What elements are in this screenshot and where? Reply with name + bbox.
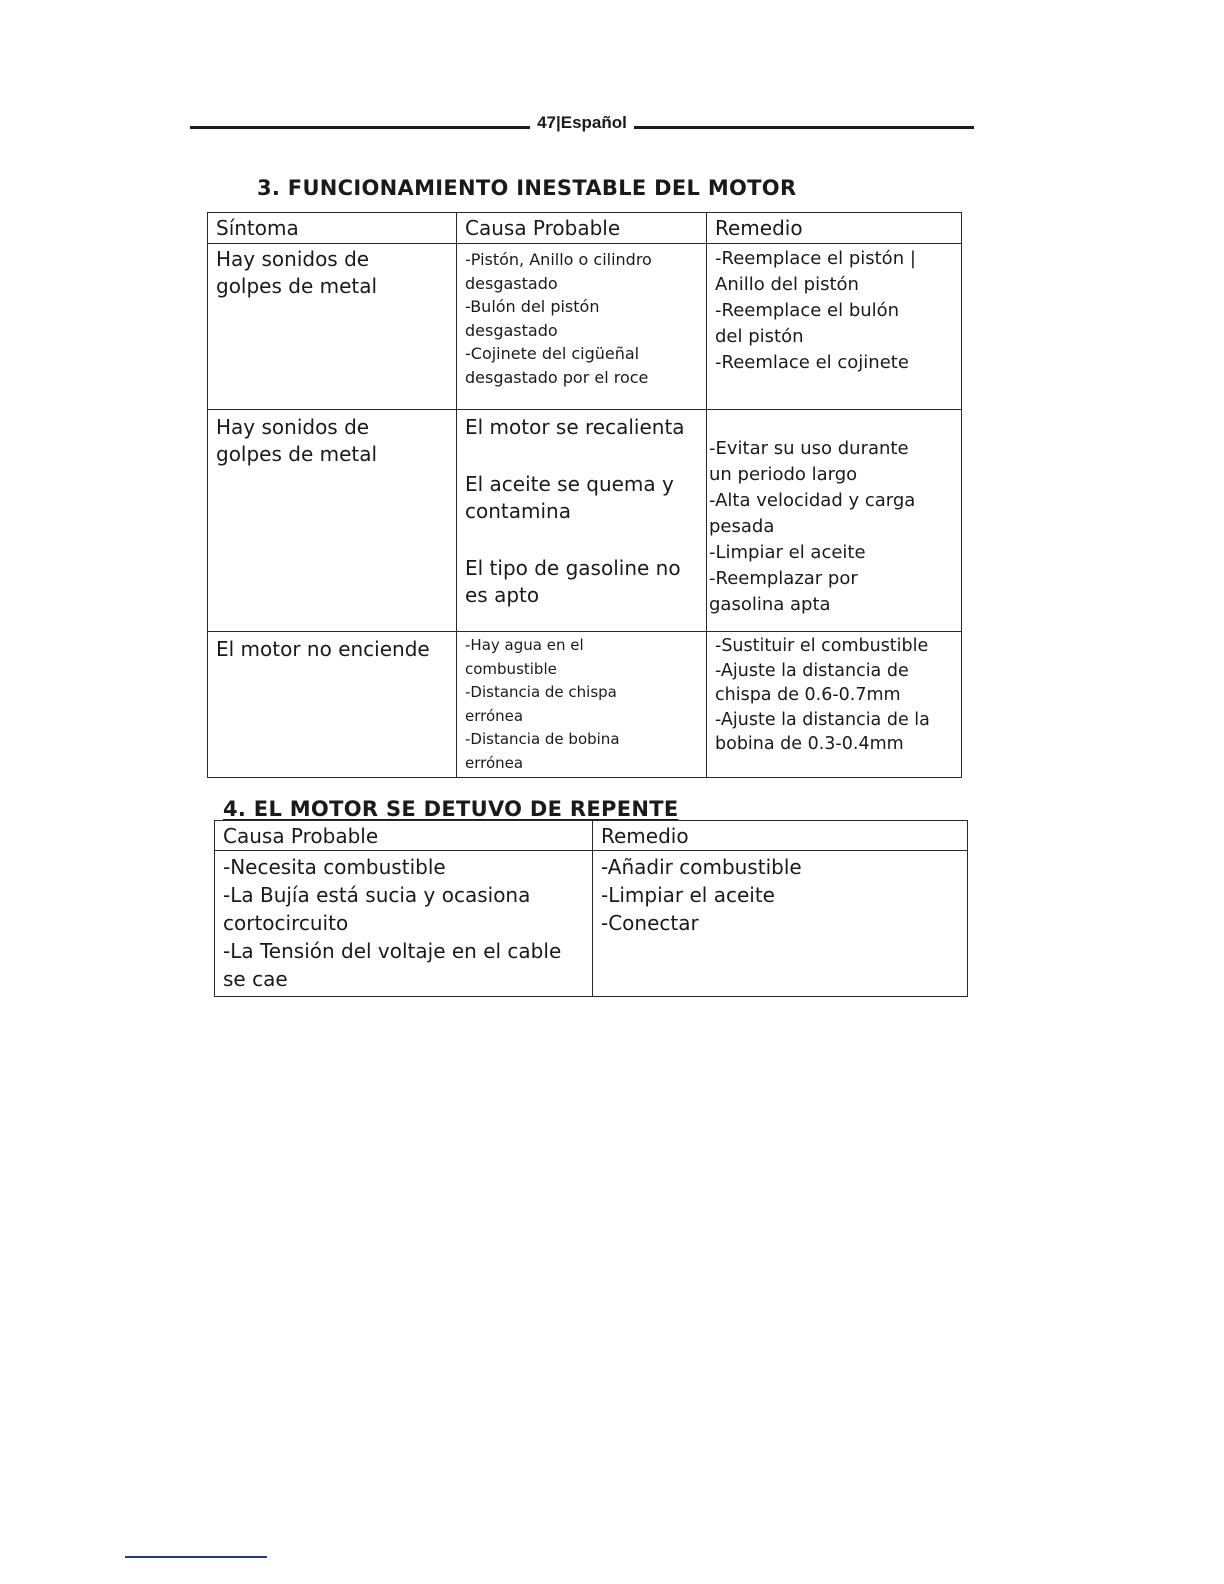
cell-line: combustible — [465, 659, 557, 678]
table-row — [215, 851, 968, 997]
cell-line: chispa de 0.6-0.7mm — [715, 685, 901, 705]
cell-line: Hay sonidos de — [216, 415, 370, 439]
table-row — [208, 410, 962, 632]
table-row — [208, 632, 962, 778]
cell-line: El tipo de gasoline no — [465, 556, 681, 580]
cell-line: El aceite se quema y — [465, 472, 674, 496]
column-header-remedy: Remedio — [593, 821, 968, 851]
column-header-cause: Causa Probable — [215, 821, 593, 851]
cell-line: desgastado — [465, 273, 558, 293]
cause-cell — [457, 244, 707, 410]
cell-line: -Cojinete del cigüeñal — [465, 344, 640, 363]
cell-line: Anillo del pistón — [715, 274, 859, 295]
cell-line: -Bulón del pistón — [465, 297, 600, 316]
cell-line: -Reemlace el cojinete — [715, 352, 909, 373]
section-3-title: 3. FUNCIONAMIENTO INESTABLE DEL MOTOR — [257, 176, 797, 200]
cell-line: El motor se recalienta — [465, 415, 685, 439]
cell-line: -Ajuste la distancia de la — [715, 709, 930, 730]
cell-line: contamina — [465, 499, 571, 523]
column-header-symptom: Síntoma — [208, 213, 457, 244]
symptom-cell — [208, 632, 457, 778]
cell-line: -Necesita combustible — [223, 855, 446, 879]
column-header-cause: Causa Probable — [457, 213, 707, 244]
footer-link-underline — [125, 1556, 267, 1558]
cell-line: -Reemplace el pistón | — [715, 248, 916, 269]
cell-line: -Reemplace el bulón — [715, 300, 900, 321]
cell-line: -Reemplazar por — [709, 568, 858, 589]
section-4-title: 4. EL MOTOR SE DETUVO DE REPENTE — [223, 797, 679, 821]
column-header-remedy: Remedio — [707, 213, 962, 244]
symptom-cell — [208, 410, 457, 632]
cell-line: -Distancia de chispa — [465, 683, 617, 701]
cell-line: -La Tensión del voltaje en el cable — [223, 939, 562, 963]
remedy-cell — [707, 410, 962, 632]
table-header-row — [208, 213, 962, 244]
remedy-cell — [707, 632, 962, 778]
cell-line: errónea — [465, 706, 524, 725]
cell-line: -Pistón, Anillo o cilindro — [465, 250, 652, 269]
cell-line: -La Bujía está sucia y ocasiona — [223, 883, 531, 907]
table-header-row — [215, 821, 968, 851]
cell-line: -Limpiar el aceite — [709, 542, 866, 563]
cell-line: gasolina apta — [709, 594, 831, 615]
cell-line: -Añadir combustible — [601, 855, 802, 879]
cell-line: El motor no enciende — [216, 637, 430, 661]
cause-cell — [215, 851, 593, 997]
remedy-cell — [707, 244, 962, 410]
remedy-cell — [593, 851, 968, 997]
section-3-table — [207, 212, 962, 778]
cell-line: golpes de metal — [216, 442, 378, 466]
cell-line: un periodo largo — [709, 464, 858, 485]
cell-line: desgastado por el roce — [465, 367, 649, 387]
cell-line: es apto — [465, 583, 540, 607]
cell-line: errónea — [465, 753, 524, 772]
cell-line: Hay sonidos de — [216, 247, 370, 271]
cell-line: cortocircuito — [223, 911, 349, 935]
cell-line: -Alta velocidad y carga — [709, 490, 916, 511]
cell-line: -Evitar su uso durante — [709, 438, 909, 459]
cell-line: -Conectar — [601, 911, 699, 935]
cell-line: se cae — [223, 967, 288, 991]
header-rule-left — [190, 126, 530, 129]
cell-line: -Distancia de bobina — [465, 730, 620, 748]
cause-cell — [457, 410, 707, 632]
section-4-table — [214, 820, 968, 997]
cell-line: -Hay agua en el — [465, 636, 584, 654]
cell-line: pesada — [709, 516, 775, 537]
header-rule-right — [634, 126, 974, 129]
cell-line: -Sustituir el combustible — [715, 636, 929, 656]
symptom-cell — [208, 244, 457, 410]
cause-cell — [457, 632, 707, 778]
cell-line: -Ajuste la distancia de — [715, 660, 909, 681]
cell-line: -Limpiar el aceite — [601, 883, 775, 907]
table-row — [208, 244, 962, 410]
cell-line: del pistón — [715, 326, 804, 347]
cell-line: desgastado — [465, 320, 558, 340]
cell-line: golpes de metal — [216, 274, 378, 298]
cell-line: bobina de 0.3-0.4mm — [715, 734, 904, 754]
page-header: 47|Español — [537, 113, 627, 132]
